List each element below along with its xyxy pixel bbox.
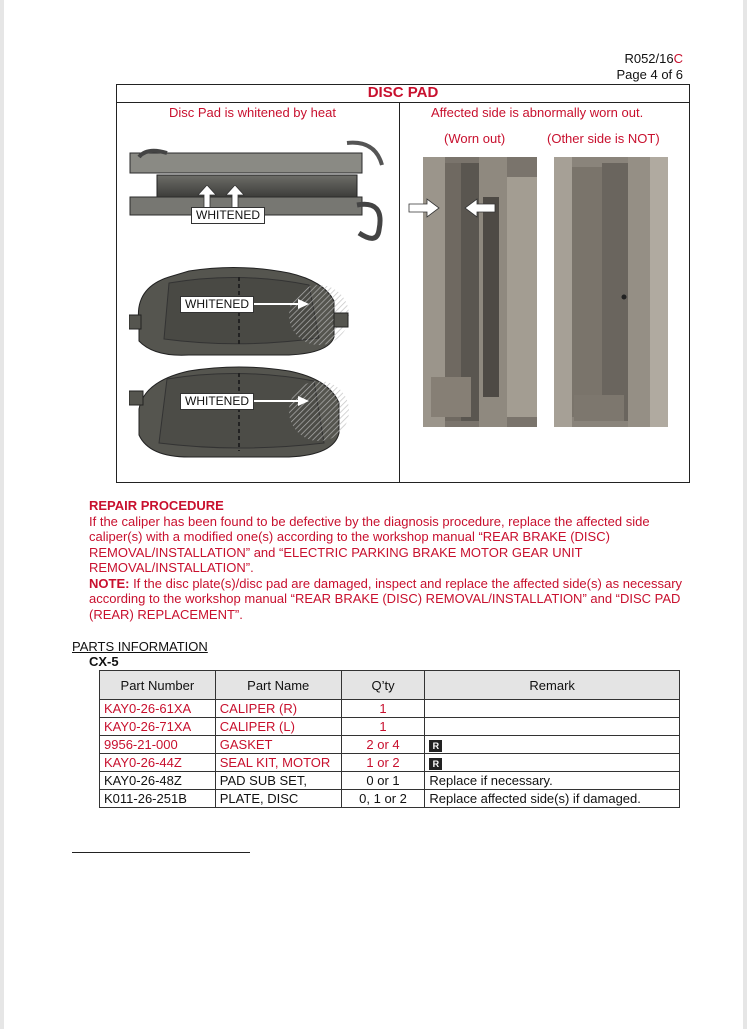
part-name-cell: CALIPER (L)	[215, 718, 341, 736]
qty-cell: 0 or 1	[341, 772, 425, 790]
left-caption: Disc Pad is whitened by heat	[169, 105, 336, 120]
document-id	[617, 51, 684, 67]
header-remark: Remark	[425, 671, 680, 700]
part-number-cell: KAY0-26-61XA	[100, 700, 216, 718]
right-caption: Affected side is abnormally worn out.	[431, 105, 644, 120]
part-name-cell: CALIPER (R)	[215, 700, 341, 718]
qty-cell: 1	[341, 700, 425, 718]
table-row	[100, 790, 680, 808]
figure-title-row	[117, 85, 689, 103]
repair-note	[89, 576, 689, 623]
part-number-cell: 9956-21-000	[100, 736, 216, 754]
remark-cell	[425, 718, 680, 736]
qty-cell: 1 or 2	[341, 754, 425, 772]
normal-caliper-photo	[554, 157, 668, 427]
table-row	[100, 772, 680, 790]
parts-table-header	[100, 671, 680, 700]
qty-cell: 2 or 4	[341, 736, 425, 754]
qty-cell: 0, 1 or 2	[341, 790, 425, 808]
disc-pad-front-image	[129, 263, 354, 363]
repair-procedure	[89, 498, 689, 622]
remark-cell	[425, 790, 680, 808]
part-name-cell: GASKET	[215, 736, 341, 754]
part-name-cell: PAD SUB SET,	[215, 772, 341, 790]
part-number-cell: K011-26-251B	[100, 790, 216, 808]
part-name-cell: PLATE, DISC	[215, 790, 341, 808]
disc-pad-back-image	[129, 363, 354, 463]
repair-body: If the caliper has been found to be defective by the diagnosis procedure, replace the affected side caliper(s) with a modified one(s) according to the workshop manual “REAR BRAKE (DISC) REMOVAL/INSTALLATION” and “ELECTRIC PARKING BRAKE MOTOR GEAR UNIT REMOVAL/INSTALLATION”.	[89, 513, 650, 575]
whitened-label: WHITENED	[180, 296, 254, 313]
document-id-suffix: C	[673, 51, 683, 66]
part-name-cell: SEAL KIT, MOTOR	[215, 754, 341, 772]
part-number-cell: KAY0-26-48Z	[100, 772, 216, 790]
footnote-rule	[72, 852, 250, 853]
figure-title: DISC PAD	[367, 84, 439, 101]
parts-table-body	[100, 700, 680, 808]
parts-information-title: PARTS INFORMATION	[72, 639, 208, 654]
remark-cell	[425, 700, 680, 718]
right-arrow-icon	[254, 297, 310, 311]
whitened-label: WHITENED	[180, 393, 254, 410]
part-number-cell: KAY0-26-44Z	[100, 754, 216, 772]
remark-cell	[425, 754, 680, 772]
remark-text: Replace if necessary.	[429, 773, 553, 788]
model-label: CX-5	[89, 654, 119, 669]
remark-text: Replace affected side(s) if damaged.	[429, 791, 641, 806]
remark-cell	[425, 772, 680, 790]
pointing-arrows-icon	[407, 197, 497, 219]
other-side-label: (Other side is NOT)	[547, 131, 660, 146]
table-row	[100, 736, 680, 754]
document-id-main: R052/16	[624, 51, 674, 66]
whitened-label: WHITENED	[191, 207, 265, 224]
table-row	[100, 718, 680, 736]
note-label: NOTE:	[89, 575, 130, 591]
right-arrow-icon	[254, 394, 310, 408]
header-qty: Q’ty	[341, 671, 425, 700]
page-number: Page 4 of 6	[616, 67, 683, 82]
remark-cell	[425, 736, 680, 754]
page-edge-left	[0, 0, 4, 1029]
worn-out-label: (Worn out)	[444, 131, 506, 146]
table-row	[100, 754, 680, 772]
repair-heading: REPAIR PROCEDURE	[89, 498, 224, 513]
page-edge-right	[743, 0, 747, 1029]
disc-pad-figure	[116, 84, 690, 483]
disc-pad-side-view-image	[127, 135, 387, 250]
replace-badge-icon: R	[429, 758, 442, 770]
table-row	[100, 700, 680, 718]
qty-cell: 1	[341, 718, 425, 736]
parts-table	[99, 670, 680, 808]
part-number-cell: KAY0-26-71XA	[100, 718, 216, 736]
header-part-name: Part Name	[215, 671, 341, 700]
replace-badge-icon: R	[429, 740, 442, 752]
figure-divider	[399, 102, 400, 482]
header-part-number: Part Number	[100, 671, 216, 700]
document-header	[617, 51, 684, 83]
note-body: If the disc plate(s)/disc pad are damaged, inspect and replace the affected side(s) as necessary according to the workshop manual “REAR BRAKE (DISC) REMOVAL/INSTALLATION” and “DISC PAD (REAR) REPLACEMENT”.	[89, 575, 683, 622]
